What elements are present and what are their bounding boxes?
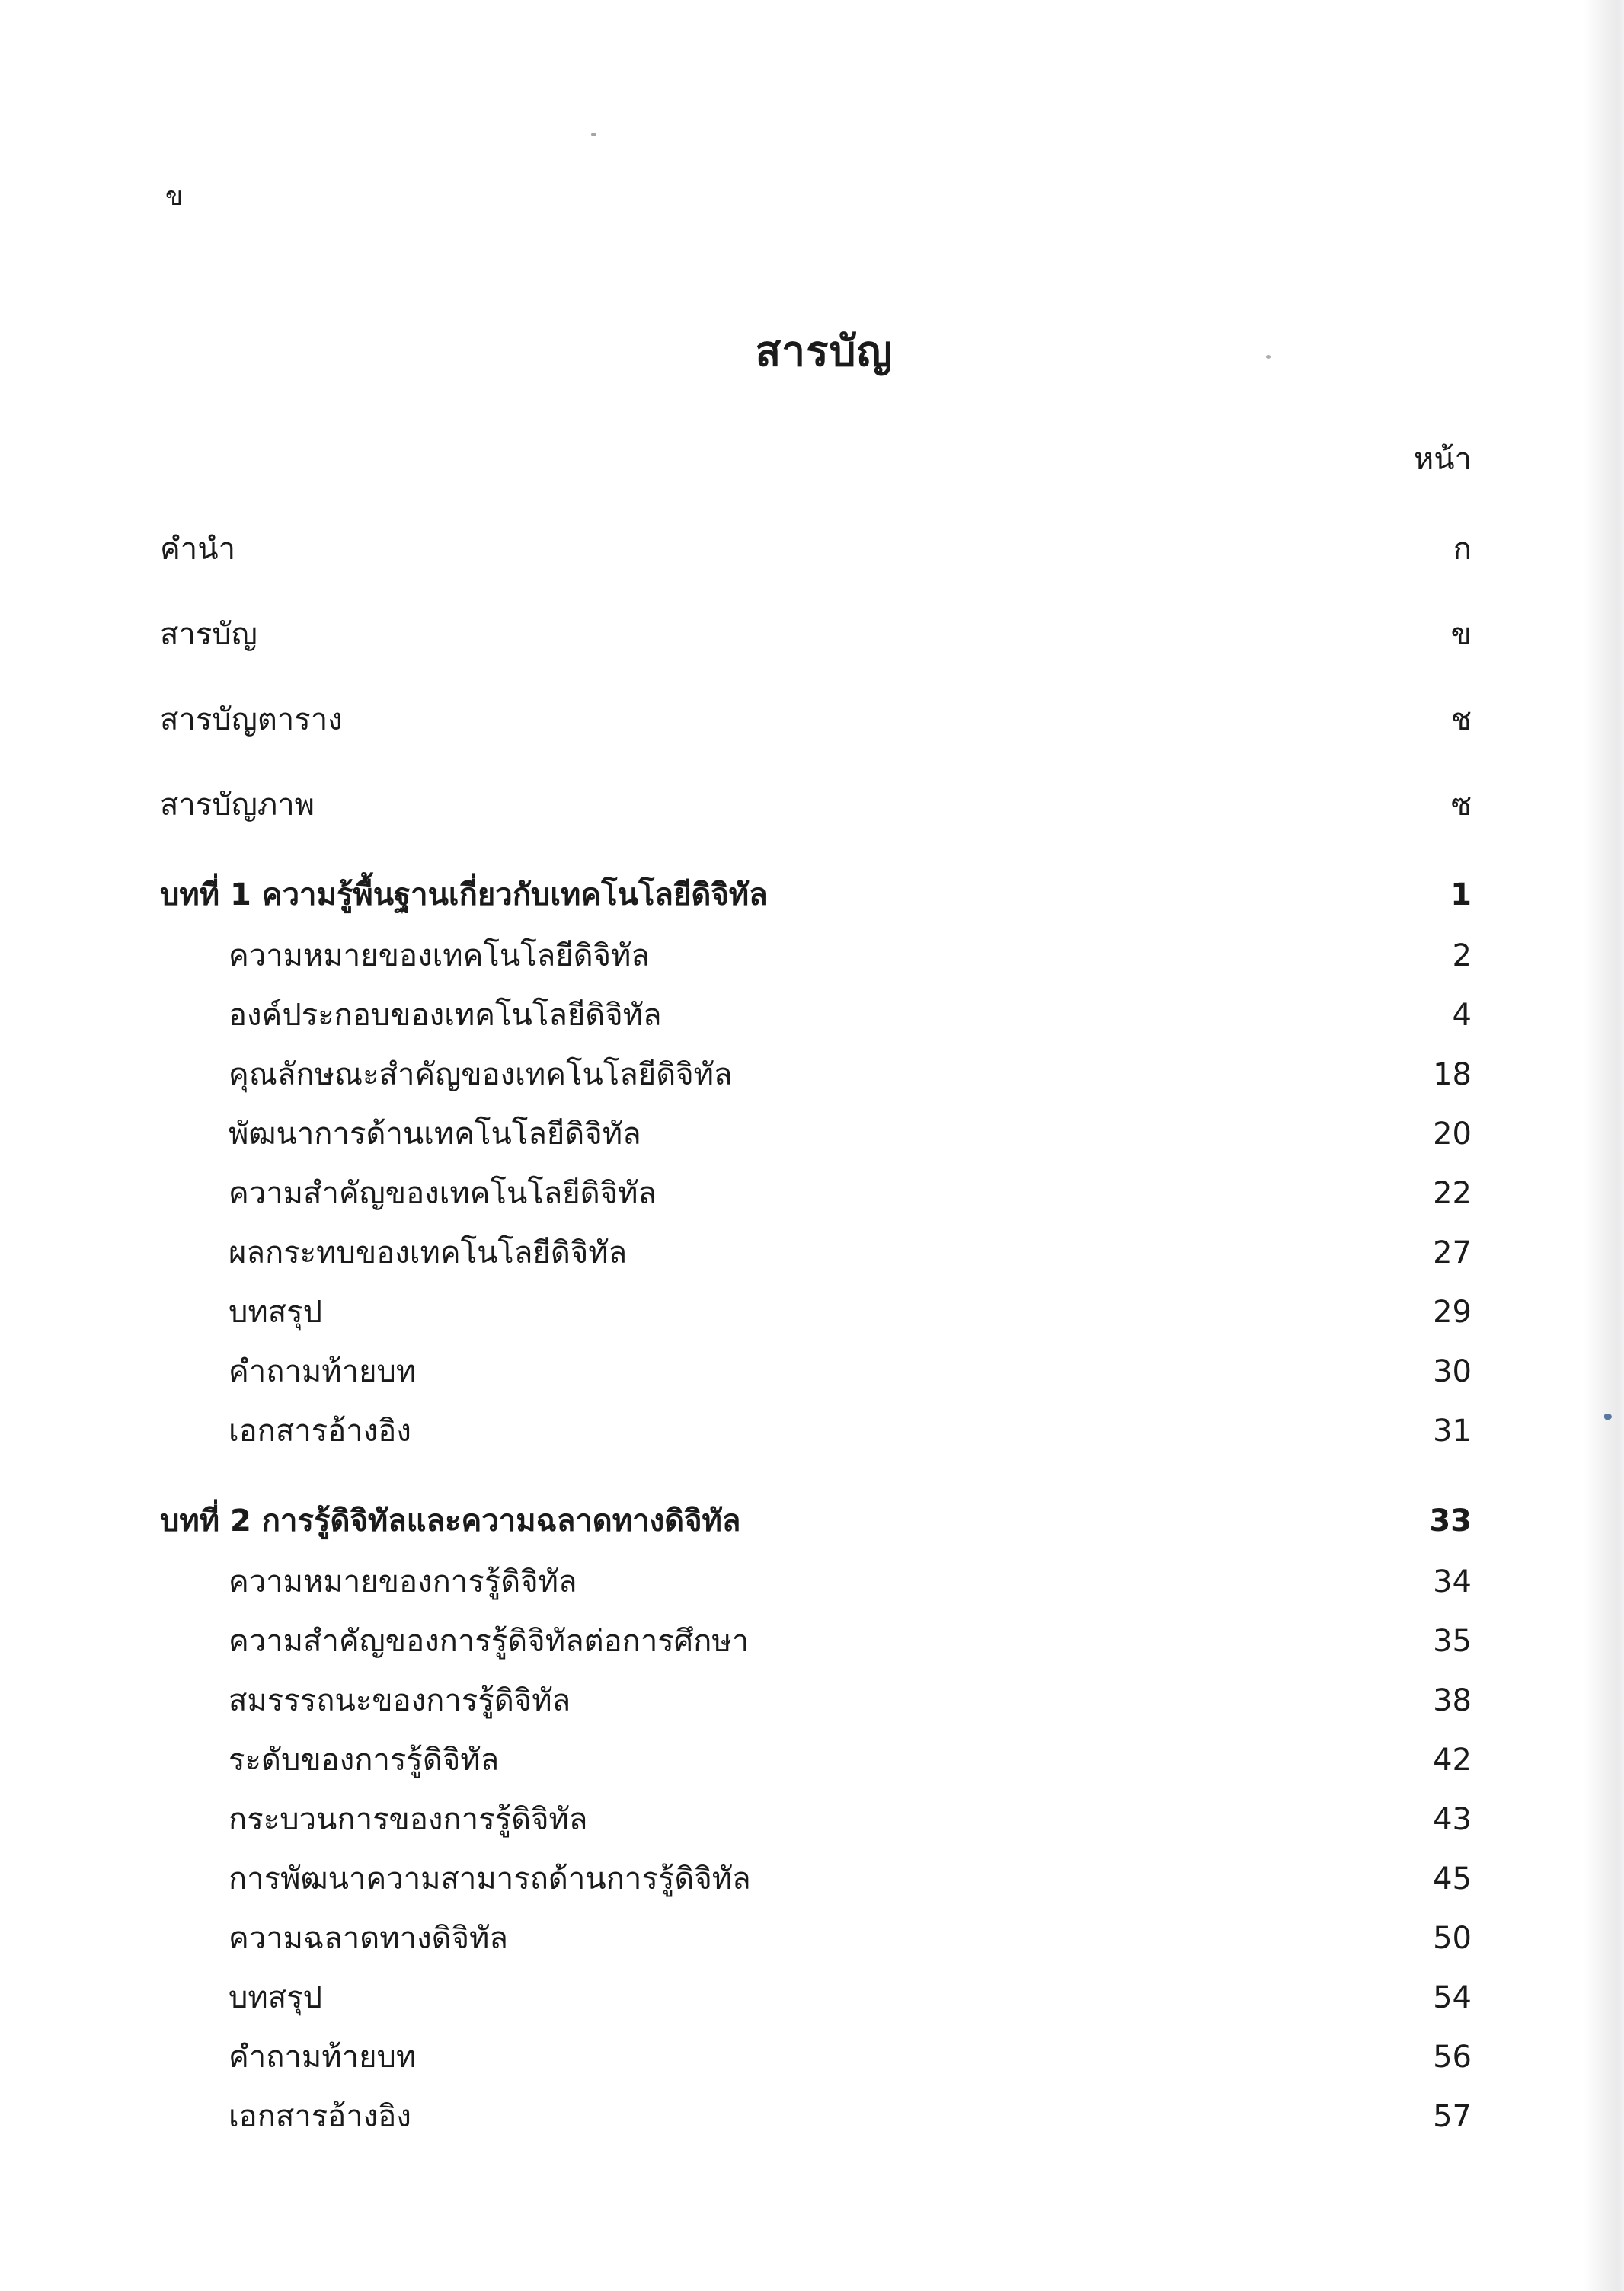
toc-entry-page: 35 xyxy=(1433,1624,1472,1659)
toc-entry-label: ระดับของการรู้ดิจิทัล xyxy=(229,1743,500,1778)
toc-entry-label: การพัฒนาความสามารถด้านการรู้ดิจิทัล xyxy=(229,1861,751,1896)
toc-entry-label: องค์ประกอบของเทคโนโลยีดิจิทัล xyxy=(229,998,662,1033)
toc-entry-page: 22 xyxy=(1433,1176,1472,1211)
toc-entry-label: กระบวนการของการรู้ดิจิทัล xyxy=(229,1802,588,1837)
toc-row xyxy=(160,1979,1472,2017)
toc-row xyxy=(160,786,1472,824)
toc-entry-label: คุณลักษณะสำคัญของเทคโนโลยีดิจิทัล xyxy=(229,1057,733,1092)
toc-entry-label: พัฒนาการด้านเทคโนโลยีดิจิทัล xyxy=(229,1117,641,1152)
table-of-contents xyxy=(160,0,1472,2136)
toc-entry-label: ความสำคัญของการรู้ดิจิทัลต่อการศึกษา xyxy=(229,1624,750,1659)
toc-entry-page: 54 xyxy=(1433,1980,1472,2015)
toc-entry-page: 20 xyxy=(1433,1117,1472,1152)
toc-entry-label: คำถามท้ายบท xyxy=(229,1354,417,1389)
page-number-marker: ข xyxy=(165,181,184,212)
toc-row xyxy=(160,1563,1472,1601)
toc-row xyxy=(160,1293,1472,1331)
toc-entry-page: 31 xyxy=(1433,1414,1472,1449)
page-column-header: หน้า xyxy=(1413,442,1472,477)
toc-entry-label: ความสำคัญของเทคโนโลยีดิจิทัล xyxy=(229,1176,657,1211)
toc-entry-page: ข xyxy=(1450,617,1472,652)
toc-entry-label: ความหมายของเทคโนโลยีดิจิทัล xyxy=(229,938,650,973)
toc-row xyxy=(160,1115,1472,1153)
toc-row xyxy=(160,1801,1472,1839)
toc-entry-page: 29 xyxy=(1433,1295,1472,1330)
toc-entry-label: สารบัญภาพ xyxy=(160,788,315,823)
toc-row xyxy=(160,530,1472,568)
toc-entry-page: 56 xyxy=(1433,2040,1472,2075)
toc-entry-page: ซ xyxy=(1450,788,1472,823)
toc-entry-page: 45 xyxy=(1433,1861,1472,1896)
toc-entry-label: บทที่ 1 ความรู้พื้นฐานเกี่ยวกับเทคโนโลยีดิจิทัล xyxy=(160,877,768,912)
toc-entry-page: 33 xyxy=(1429,1503,1472,1539)
ink-dot-blue xyxy=(1604,1414,1612,1420)
toc-entry-page: ก xyxy=(1453,532,1472,567)
toc-row xyxy=(160,2038,1472,2076)
toc-entry-label: คำนำ xyxy=(160,532,236,567)
toc-entry-page: 50 xyxy=(1433,1921,1472,1956)
toc-entry-page: ช xyxy=(1450,702,1472,737)
toc-entry-label: เอกสารอ้างอิง xyxy=(229,1414,411,1449)
toc-row xyxy=(160,701,1472,739)
toc-row xyxy=(160,1412,1472,1450)
toc-entry-page: 43 xyxy=(1433,1802,1472,1837)
toc-entry-label: บทที่ 2 การรู้ดิจิทัลและความฉลาดทางดิจิทัล xyxy=(160,1503,741,1539)
toc-entry-label: สารบัญตาราง xyxy=(160,702,343,737)
toc-row xyxy=(160,1174,1472,1213)
toc-row xyxy=(160,996,1472,1034)
toc-row xyxy=(160,1860,1472,1898)
toc-row xyxy=(160,1682,1472,1720)
toc-entry-label: คำถามท้ายบท xyxy=(229,2040,417,2075)
toc-row xyxy=(160,876,1472,915)
toc-entry-label: บทสรุป xyxy=(229,1295,323,1330)
toc-row xyxy=(160,1502,1472,1542)
toc-entry-label: บทสรุป xyxy=(229,1980,323,2015)
toc-entry-page: 57 xyxy=(1433,2099,1472,2134)
toc-entry-label: ความหมายของการรู้ดิจิทัล xyxy=(229,1564,577,1599)
toc-entry-label: ผลกระทบของเทคโนโลยีดิจิทัล xyxy=(229,1235,628,1270)
toc-entry-page: 4 xyxy=(1452,998,1472,1033)
toc-entry-label: สมรรรถนะของการรู้ดิจิทัล xyxy=(229,1683,571,1718)
toc-row xyxy=(160,1353,1472,1391)
toc-row xyxy=(160,937,1472,975)
toc-row xyxy=(160,1919,1472,1957)
toc-entry-label: สารบัญ xyxy=(160,617,257,652)
toc-entry-label: ความฉลาดทางดิจิทัล xyxy=(229,1921,508,1956)
toc-entry-page: 27 xyxy=(1433,1235,1472,1270)
toc-row xyxy=(160,1234,1472,1272)
toc-row xyxy=(160,2098,1472,2136)
page-title: สารบัญ xyxy=(755,326,894,375)
toc-entry-page: 42 xyxy=(1433,1743,1472,1778)
toc-entry-page: 1 xyxy=(1450,877,1472,912)
toc-row xyxy=(160,1741,1472,1779)
toc-row xyxy=(160,1622,1472,1660)
toc-rows xyxy=(160,530,1472,2136)
toc-entry-page: 38 xyxy=(1433,1683,1472,1718)
toc-entry-page: 34 xyxy=(1433,1564,1472,1599)
toc-entry-label: เอกสารอ้างอิง xyxy=(229,2099,411,2134)
toc-entry-page: 18 xyxy=(1433,1057,1472,1092)
toc-entry-page: 2 xyxy=(1452,938,1472,973)
toc-row xyxy=(160,1056,1472,1094)
toc-entry-page: 30 xyxy=(1433,1354,1472,1389)
toc-row xyxy=(160,615,1472,653)
